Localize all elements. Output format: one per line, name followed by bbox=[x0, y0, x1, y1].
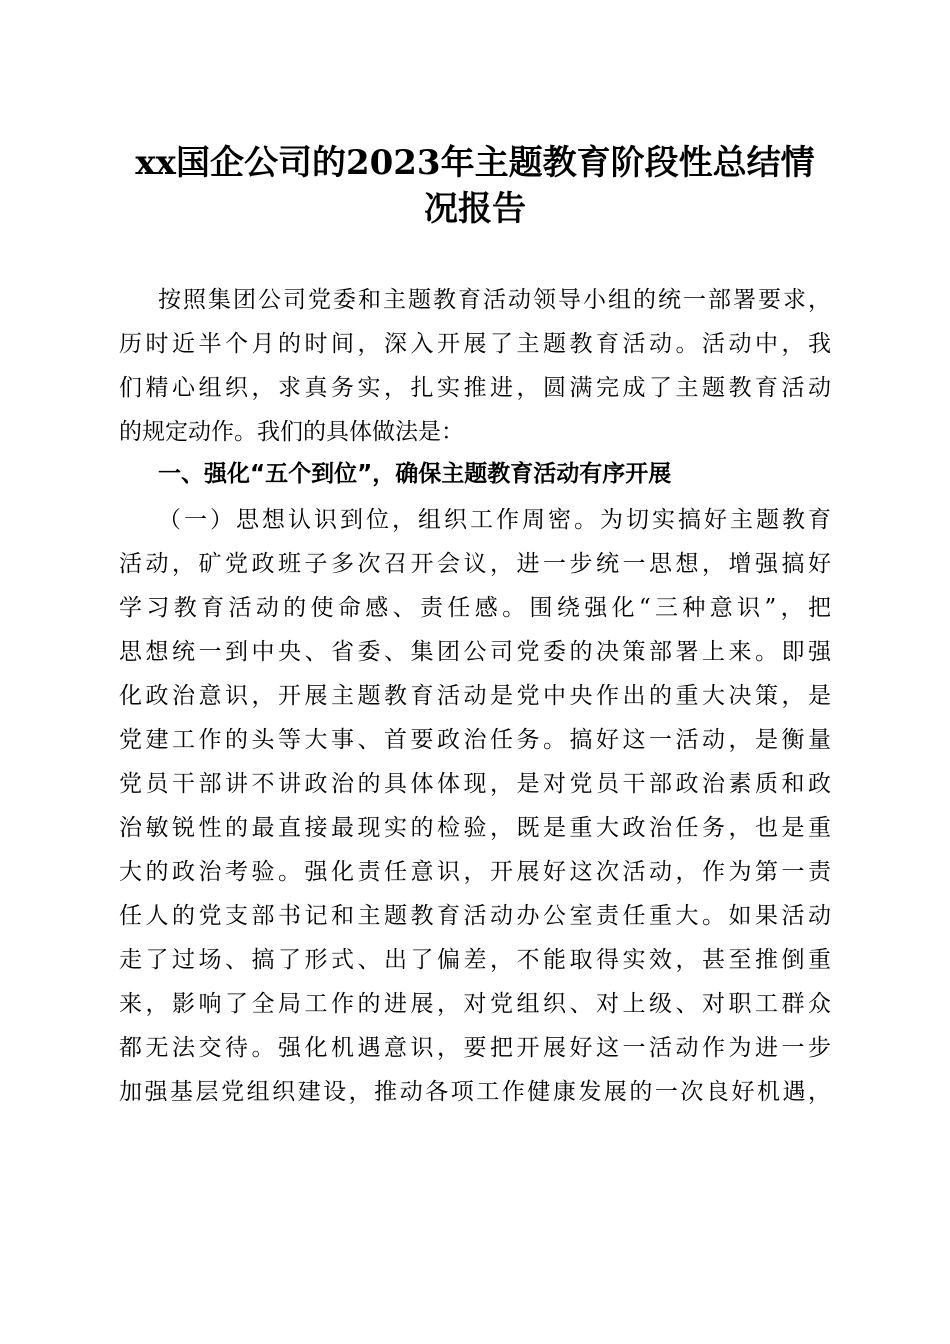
body-line-3: 学习教育活动的使命感、责任感。围绕强化“三种意识”，把 bbox=[119, 595, 831, 621]
intro-line-3: 们精心组织，求真务实，扎实推进，圆满完成了主题教育活动 bbox=[119, 375, 831, 401]
body-line-9: 大的政治考验。强化责任意识，开展好这次活动，作为第一责 bbox=[119, 859, 831, 885]
body-line-13: 都无法交待。强化机遇意识，要把开展好这一活动作为进一步 bbox=[119, 1035, 831, 1061]
body-line-12: 来，影响了全局工作的进展，对党组织、对上级、对职工群众 bbox=[119, 991, 831, 1017]
title-line-2: 况报告 bbox=[424, 189, 526, 229]
document-title bbox=[110, 140, 840, 232]
body-line-4: 思想统一到中央、省委、集团公司党委的决策部署上来。即强 bbox=[119, 639, 831, 665]
body-line-6: 党建工作的头等大事、首要政治任务。搞好这一活动，是衡量 bbox=[119, 727, 831, 753]
intro-line-1: 按照集团公司党委和主题教育活动领导小组的统一部署要求， bbox=[158, 287, 831, 313]
section-heading: 一、强化“五个到位”，确保主题教育活动有序开展 bbox=[158, 461, 672, 487]
body-line-10: 任人的党支部书记和主题教育活动办公室责任重大。如果活动 bbox=[119, 903, 831, 929]
body-line-2: 活动，矿党政班子多次召开会议，进一步统一思想，增强搞好 bbox=[119, 551, 831, 577]
body-line-5: 化政治意识，开展主题教育活动是党中央作出的重大决策，是 bbox=[119, 683, 831, 709]
body-line-14: 加强基层党组织建设，推动各项工作健康发展的一次良好机遇， bbox=[119, 1079, 831, 1105]
title-line-1: xx国企公司的2023年主题教育阶段性总结情 bbox=[135, 143, 815, 183]
intro-line-4: 的规定动作。我们的具体做法是： bbox=[119, 419, 464, 445]
body-line-7: 党员干部讲不讲政治的具体体现，是对党员干部政治素质和政 bbox=[119, 771, 831, 797]
body-line-8: 治敏锐性的最直接最现实的检验，既是重大政治任务，也是重 bbox=[119, 815, 831, 841]
body-line-11: 走了过场、搞了形式、出了偏差，不能取得实效，甚至推倒重 bbox=[119, 947, 831, 973]
body-line-1: （一）思想认识到位，组织工作周密。为切实搞好主题教育 bbox=[158, 507, 831, 533]
intro-line-2: 历时近半个月的时间，深入开展了主题教育活动。活动中，我 bbox=[119, 331, 831, 357]
